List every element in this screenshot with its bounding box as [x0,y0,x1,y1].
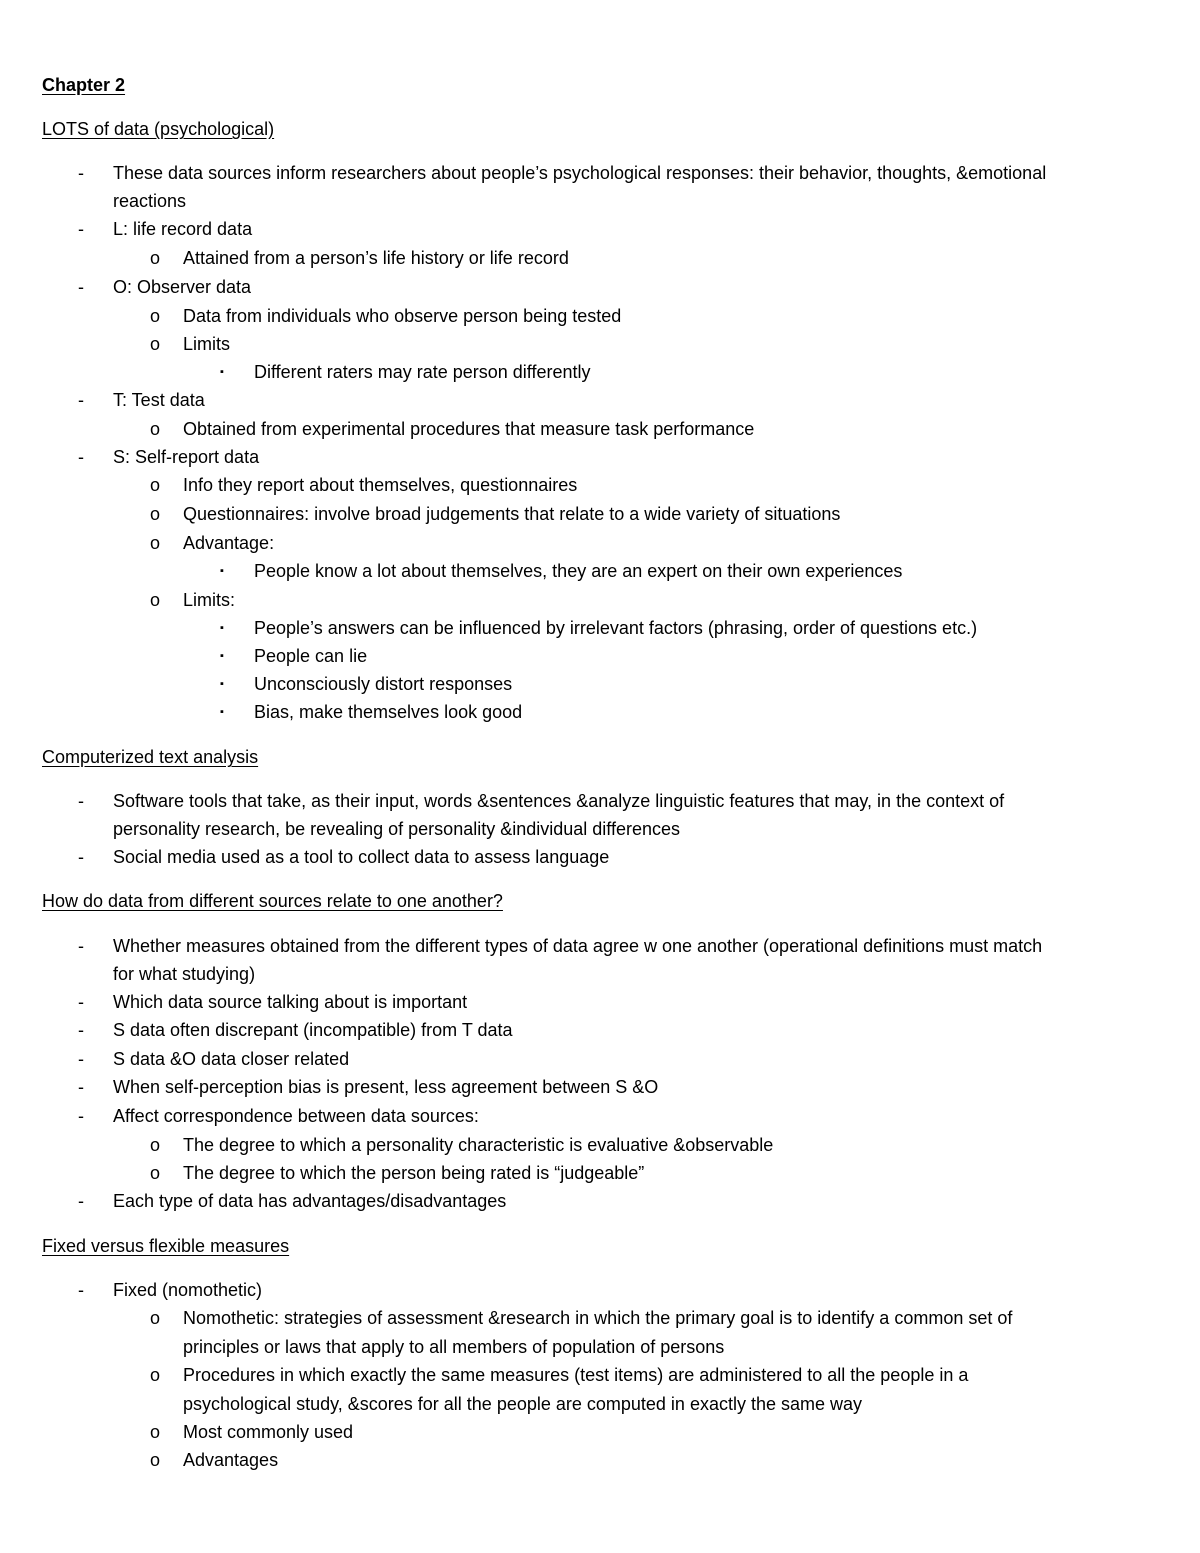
circle-marker: o [150,533,161,553]
bullet-text: S data &O data closer related [113,1049,350,1069]
bullet-text: S: Self-report data [113,447,260,467]
dash-marker: - [78,1280,84,1300]
bullet-text: Info they report about themselves, questionnaires [183,475,578,495]
bullet-text: These data sources inform researchers about people’s psychological responses: their behavior, thoughts, &emotional [113,163,1047,183]
bullet-item [0,159,1200,187]
bullet-continuation: for what studying) [113,964,256,984]
bullet-text: Social media used as a tool to collect data to assess language [113,847,610,867]
circle-marker: o [150,475,161,495]
circle-marker: o [150,1365,161,1385]
bullet-item [0,1187,1200,1215]
circle-marker: o [150,306,161,326]
bullet-text: Advantages [183,1450,279,1470]
sub-bullet-item [0,1159,1200,1187]
sub-bullet-item [0,415,1200,443]
bullet-text: Data from individuals who observe person being tested [183,306,622,326]
bullet-text: Procedures in which exactly the same measures (test items) are administered to all the people in a [183,1365,969,1385]
bullet-text: People know a lot about themselves, they are an expert on their own experiences [254,561,903,581]
bullet-text: Advantage: [183,533,275,553]
sub-bullet-item [0,586,1200,614]
bullet-text: Which data source talking about is important [113,992,468,1012]
bullet-text: People’s answers can be influenced by irrelevant factors (phrasing, order of questions etc.) [254,618,978,638]
bullet-item [0,1102,1200,1130]
bullet-text: People can lie [254,646,368,666]
circle-marker: o [150,419,161,439]
bullet-item [0,1276,1200,1304]
bullet-item [0,215,1200,243]
section-heading-lots: LOTS of data (psychological) [42,119,275,139]
bullet-text: Fixed (nomothetic) [113,1280,263,1300]
bullet-text: Software tools that take, as their input, words &sentences &analyze linguistic features that may, in the context of [113,791,1005,811]
bullet-item [0,988,1200,1016]
sub-sub-bullet-item [0,358,1200,386]
sub-sub-bullet-item [0,670,1200,698]
bullet-item [0,1016,1200,1044]
bullet-text: Nomothetic: strategies of assessment &research in which the primary goal is to identify a common set of [183,1308,1013,1328]
bullet-item [0,273,1200,301]
square-marker: ▪ [220,565,224,577]
bullet-item [0,843,1200,871]
dash-marker: - [78,390,84,410]
bullet-text: Unconsciously distort responses [254,674,513,694]
dash-marker: - [78,847,84,867]
circle-marker: o [150,590,161,610]
bullet-text: T: Test data [113,390,205,410]
bullet-text: The degree to which the person being rated is “judgeable” [183,1163,645,1183]
circle-marker: o [150,504,161,524]
bullet-text: Whether measures obtained from the different types of data agree w one another (operational definitions must match [113,936,1043,956]
dash-marker: - [78,992,84,1012]
bullet-item [0,386,1200,414]
bullet-text: Different raters may rate person differently [254,362,591,382]
sub-bullet-item [0,1418,1200,1446]
dash-marker: - [78,219,84,239]
sub-bullet-item [0,1361,1200,1389]
bullet-item [0,1045,1200,1073]
bullet-item [0,932,1200,960]
sub-sub-bullet-item [0,642,1200,670]
dash-marker: - [78,163,84,183]
dash-marker: - [78,1049,84,1069]
circle-marker: o [150,1450,161,1470]
dash-marker: - [78,1106,84,1126]
bullet-text: Limits: [183,590,236,610]
dash-marker: - [78,1191,84,1211]
circle-marker: o [150,1135,161,1155]
dash-marker: - [78,936,84,956]
sub-sub-bullet-item [0,614,1200,642]
circle-marker: o [150,334,161,354]
bullet-continuation: psychological study, &scores for all the people are computed in exactly the same way [183,1394,863,1414]
section-heading-text-analysis: Computerized text analysis [42,747,259,767]
square-marker: ▪ [220,622,224,634]
bullet-continuation: principles or laws that apply to all members of population of persons [183,1337,725,1357]
bullet-text: Obtained from experimental procedures that measure task performance [183,419,755,439]
square-marker: ▪ [220,706,224,718]
bullet-text: Each type of data has advantages/disadvantages [113,1191,507,1211]
bullet-text: S data often discrepant (incompatible) from T data [113,1020,513,1040]
sub-sub-bullet-item [0,557,1200,585]
bullet-text: Bias, make themselves look good [254,702,523,722]
dash-marker: - [78,1020,84,1040]
sub-bullet-item [0,500,1200,528]
bullet-text: Questionnaires: involve broad judgements that relate to a wide variety of situations [183,504,841,524]
square-marker: ▪ [220,678,224,690]
bullet-text: Most commonly used [183,1422,354,1442]
bullet-item [0,787,1200,815]
square-marker: ▪ [220,366,224,378]
bullet-text: Limits [183,334,231,354]
dash-marker: - [78,791,84,811]
section-heading-relate: How do data from different sources relate to one another? [42,891,503,911]
bullet-text: Affect correspondence between data sources: [113,1106,479,1126]
sub-bullet-item [0,1131,1200,1159]
circle-marker: o [150,1163,161,1183]
dash-marker: - [78,277,84,297]
dash-marker: - [78,1077,84,1097]
bullet-item [0,1073,1200,1101]
section-heading-fixed: Fixed versus flexible measures [42,1236,290,1256]
circle-marker: o [150,1422,161,1442]
bullet-continuation: personality research, be revealing of personality &individual differences [113,819,680,839]
bullet-text: The degree to which a personality characteristic is evaluative &observable [183,1135,774,1155]
sub-bullet-item [0,529,1200,557]
sub-sub-bullet-item [0,698,1200,726]
sub-bullet-item [0,1446,1200,1474]
sub-bullet-item [0,471,1200,499]
bullet-text: O: Observer data [113,277,252,297]
sub-bullet-item [0,330,1200,358]
bullet-continuation: reactions [113,191,187,211]
chapter-title: Chapter 2 [42,75,126,95]
square-marker: ▪ [220,650,224,662]
sub-bullet-item [0,244,1200,272]
sub-bullet-item [0,302,1200,330]
circle-marker: o [150,248,161,268]
circle-marker: o [150,1308,161,1328]
bullet-text: L: life record data [113,219,253,239]
dash-marker: - [78,447,84,467]
bullet-text: Attained from a person’s life history or life record [183,248,569,268]
bullet-text: When self-perception bias is present, less agreement between S &O [113,1077,659,1097]
bullet-item [0,443,1200,471]
sub-bullet-item [0,1304,1200,1332]
